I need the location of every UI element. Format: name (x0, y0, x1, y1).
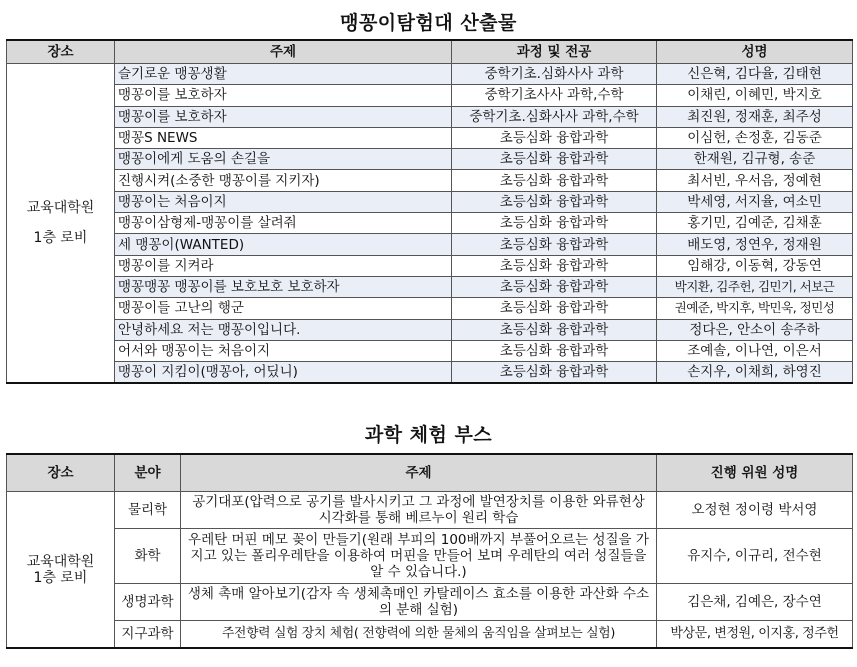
names-cell: 최진원, 정재훈, 최주성 (657, 106, 853, 127)
header-topic: 주제 (181, 454, 657, 492)
names-cell: 홍기민, 김예준, 김채훈 (657, 213, 853, 234)
topic-cell: 맹꽁이를 지켜라 (115, 255, 452, 276)
topic-cell: 맹꽁이에게 도움의 손길을 (115, 149, 452, 170)
header-topic: 주제 (115, 40, 452, 64)
names-cell: 한재원, 김규형, 송준 (657, 149, 853, 170)
names-cell: 최서빈, 우서음, 정예현 (657, 170, 853, 191)
names-cell: 정다은, 안소이 송주하 (657, 319, 853, 340)
location-line2: 1층 로비 (33, 569, 88, 586)
names-cell: 이채린, 이혜민, 박지호 (657, 85, 853, 106)
table-row (7, 191, 853, 212)
table-row (7, 85, 853, 106)
topic-cell: 안녕하세요 저는 맹꽁이입니다. (115, 319, 452, 340)
location-line2: 1층 로비 (33, 230, 88, 247)
topic-cell: 맹꽁S NEWS (115, 127, 452, 148)
location-cell (7, 64, 115, 384)
field-cell: 화학 (115, 529, 181, 584)
table-row (7, 127, 853, 148)
course-cell: 초등심화 융합과학 (452, 298, 657, 319)
names-cell: 조예솔, 이나연, 이은서 (657, 340, 853, 361)
topic-cell: 우레탄 머핀 메모 꽂이 만들기(원래 부피의 100배까지 부풀어오르는 성질을 가지고 있는 폴리우레탄을 이용하여 머핀을 만들어 보며 우레탄의 여러 성질들을 알 수 있습니다.) (181, 529, 657, 584)
topic-cell: 공기대포(압력으로 공기를 발사시키고 그 과정에 발연장치를 이용한 와류현상 시각화를 통해 베르누이 원리 학습 (181, 492, 657, 529)
topic-cell: 주전향력 실험 장치 체험( 전향력에 의한 물체의 움직임을 살펴보는 실험) (181, 621, 657, 649)
table-row (7, 106, 853, 127)
course-cell: 초등심화 융합과학 (452, 319, 657, 340)
names-cell: 권예준, 박지후, 박민욱, 정민성 (657, 298, 853, 319)
topic-cell: 맹꽁이 지킴이(맹꽁아, 어딨니) (115, 362, 452, 384)
topic-cell: 생체 촉매 알아보기(감자 속 생체촉매인 카탈레이스 효소를 이용한 과산화 수소의 분해 실험) (181, 584, 657, 621)
course-cell: 초등심화 융합과학 (452, 255, 657, 276)
header-names: 진행 위원 성명 (657, 454, 853, 492)
names-cell: 유지수, 이규리, 전수현 (657, 529, 853, 584)
field-cell: 생명과학 (115, 584, 181, 621)
names-cell: 오정현 정이령 박서영 (657, 492, 853, 529)
table-row (7, 276, 853, 297)
table-header-row (7, 40, 853, 64)
science-booth-table (6, 453, 853, 649)
names-cell: 이심헌, 손정훈, 김동준 (657, 127, 853, 148)
table-row (7, 340, 853, 361)
location-cell (7, 492, 115, 649)
topic-cell: 세 맹꽁이(WANTED) (115, 234, 452, 255)
header-location: 장소 (7, 454, 115, 492)
table-row (7, 255, 853, 276)
topic-cell: 진행시켜(소중한 맹꽁이를 지키자) (115, 170, 452, 191)
location-line1: 교육대학원 (26, 553, 95, 570)
names-cell: 박지환, 김주헌, 김민기, 서보근 (657, 276, 853, 297)
names-cell: 김은채, 김예은, 장수연 (657, 584, 853, 621)
table-header-row (7, 454, 853, 492)
names-cell: 박세영, 서지율, 여소민 (657, 191, 853, 212)
topic-cell: 맹꽁이삼형제-맹꽁이를 살려줘 (115, 213, 452, 234)
course-cell: 초등심화 융합과학 (452, 234, 657, 255)
table-row (7, 298, 853, 319)
table-row (7, 584, 853, 621)
header-location: 장소 (7, 40, 115, 64)
project-output-table (6, 39, 853, 384)
course-cell: 중학기초.심화사사 과학,수학 (452, 106, 657, 127)
section2-title: 과학 체험 부스 (364, 424, 493, 446)
course-cell: 중학기초사사 과학,수학 (452, 85, 657, 106)
topic-cell: 어서와 맹꽁이는 처음이지 (115, 340, 452, 361)
table-row (7, 362, 853, 384)
field-cell: 지구과학 (115, 621, 181, 649)
names-cell: 박상문, 변정원, 이지홍, 정주헌 (657, 621, 853, 649)
topic-cell: 맹꽁이를 보호하자 (115, 106, 452, 127)
course-cell: 초등심화 융합과학 (452, 127, 657, 148)
course-cell: 초등심화 융합과학 (452, 362, 657, 384)
names-cell: 배도영, 정연우, 정재원 (657, 234, 853, 255)
table-row (7, 213, 853, 234)
table-row (7, 529, 853, 584)
table-row (7, 621, 853, 649)
course-cell: 초등심화 융합과학 (452, 340, 657, 361)
table-row (7, 170, 853, 191)
table-row (7, 234, 853, 255)
table-row (7, 319, 853, 340)
course-cell: 중학기초.심화사사 과학 (452, 64, 657, 85)
table-row (7, 492, 853, 529)
names-cell: 임해강, 이동혁, 강동연 (657, 255, 853, 276)
table-row (7, 149, 853, 170)
course-cell: 초등심화 융합과학 (452, 170, 657, 191)
section1-title: 맹꽁이탐험대 산출물 (340, 12, 517, 34)
header-course: 과정 및 전공 (452, 40, 657, 64)
table-row (7, 64, 853, 85)
header-field: 분야 (115, 454, 181, 492)
names-cell: 손지우, 이채희, 하영진 (657, 362, 853, 384)
field-cell: 물리학 (115, 492, 181, 529)
course-cell: 초등심화 융합과학 (452, 276, 657, 297)
course-cell: 초등심화 융합과학 (452, 213, 657, 234)
course-cell: 초등심화 융합과학 (452, 149, 657, 170)
course-cell: 초등심화 융합과학 (452, 191, 657, 212)
topic-cell: 맹꽁이들 고난의 행군 (115, 298, 452, 319)
names-cell: 신은혁, 김다율, 김태현 (657, 64, 853, 85)
topic-cell: 맹꽁맹꽁 맹꽁이를 보호보호 보호하자 (115, 276, 452, 297)
location-line1: 교육대학원 (26, 200, 95, 217)
header-names: 성명 (657, 40, 853, 64)
topic-cell: 맹꽁이를 보호하자 (115, 85, 452, 106)
topic-cell: 맹꽁이는 처음이지 (115, 191, 452, 212)
topic-cell: 슬기로운 맹꽁생활 (115, 64, 452, 85)
